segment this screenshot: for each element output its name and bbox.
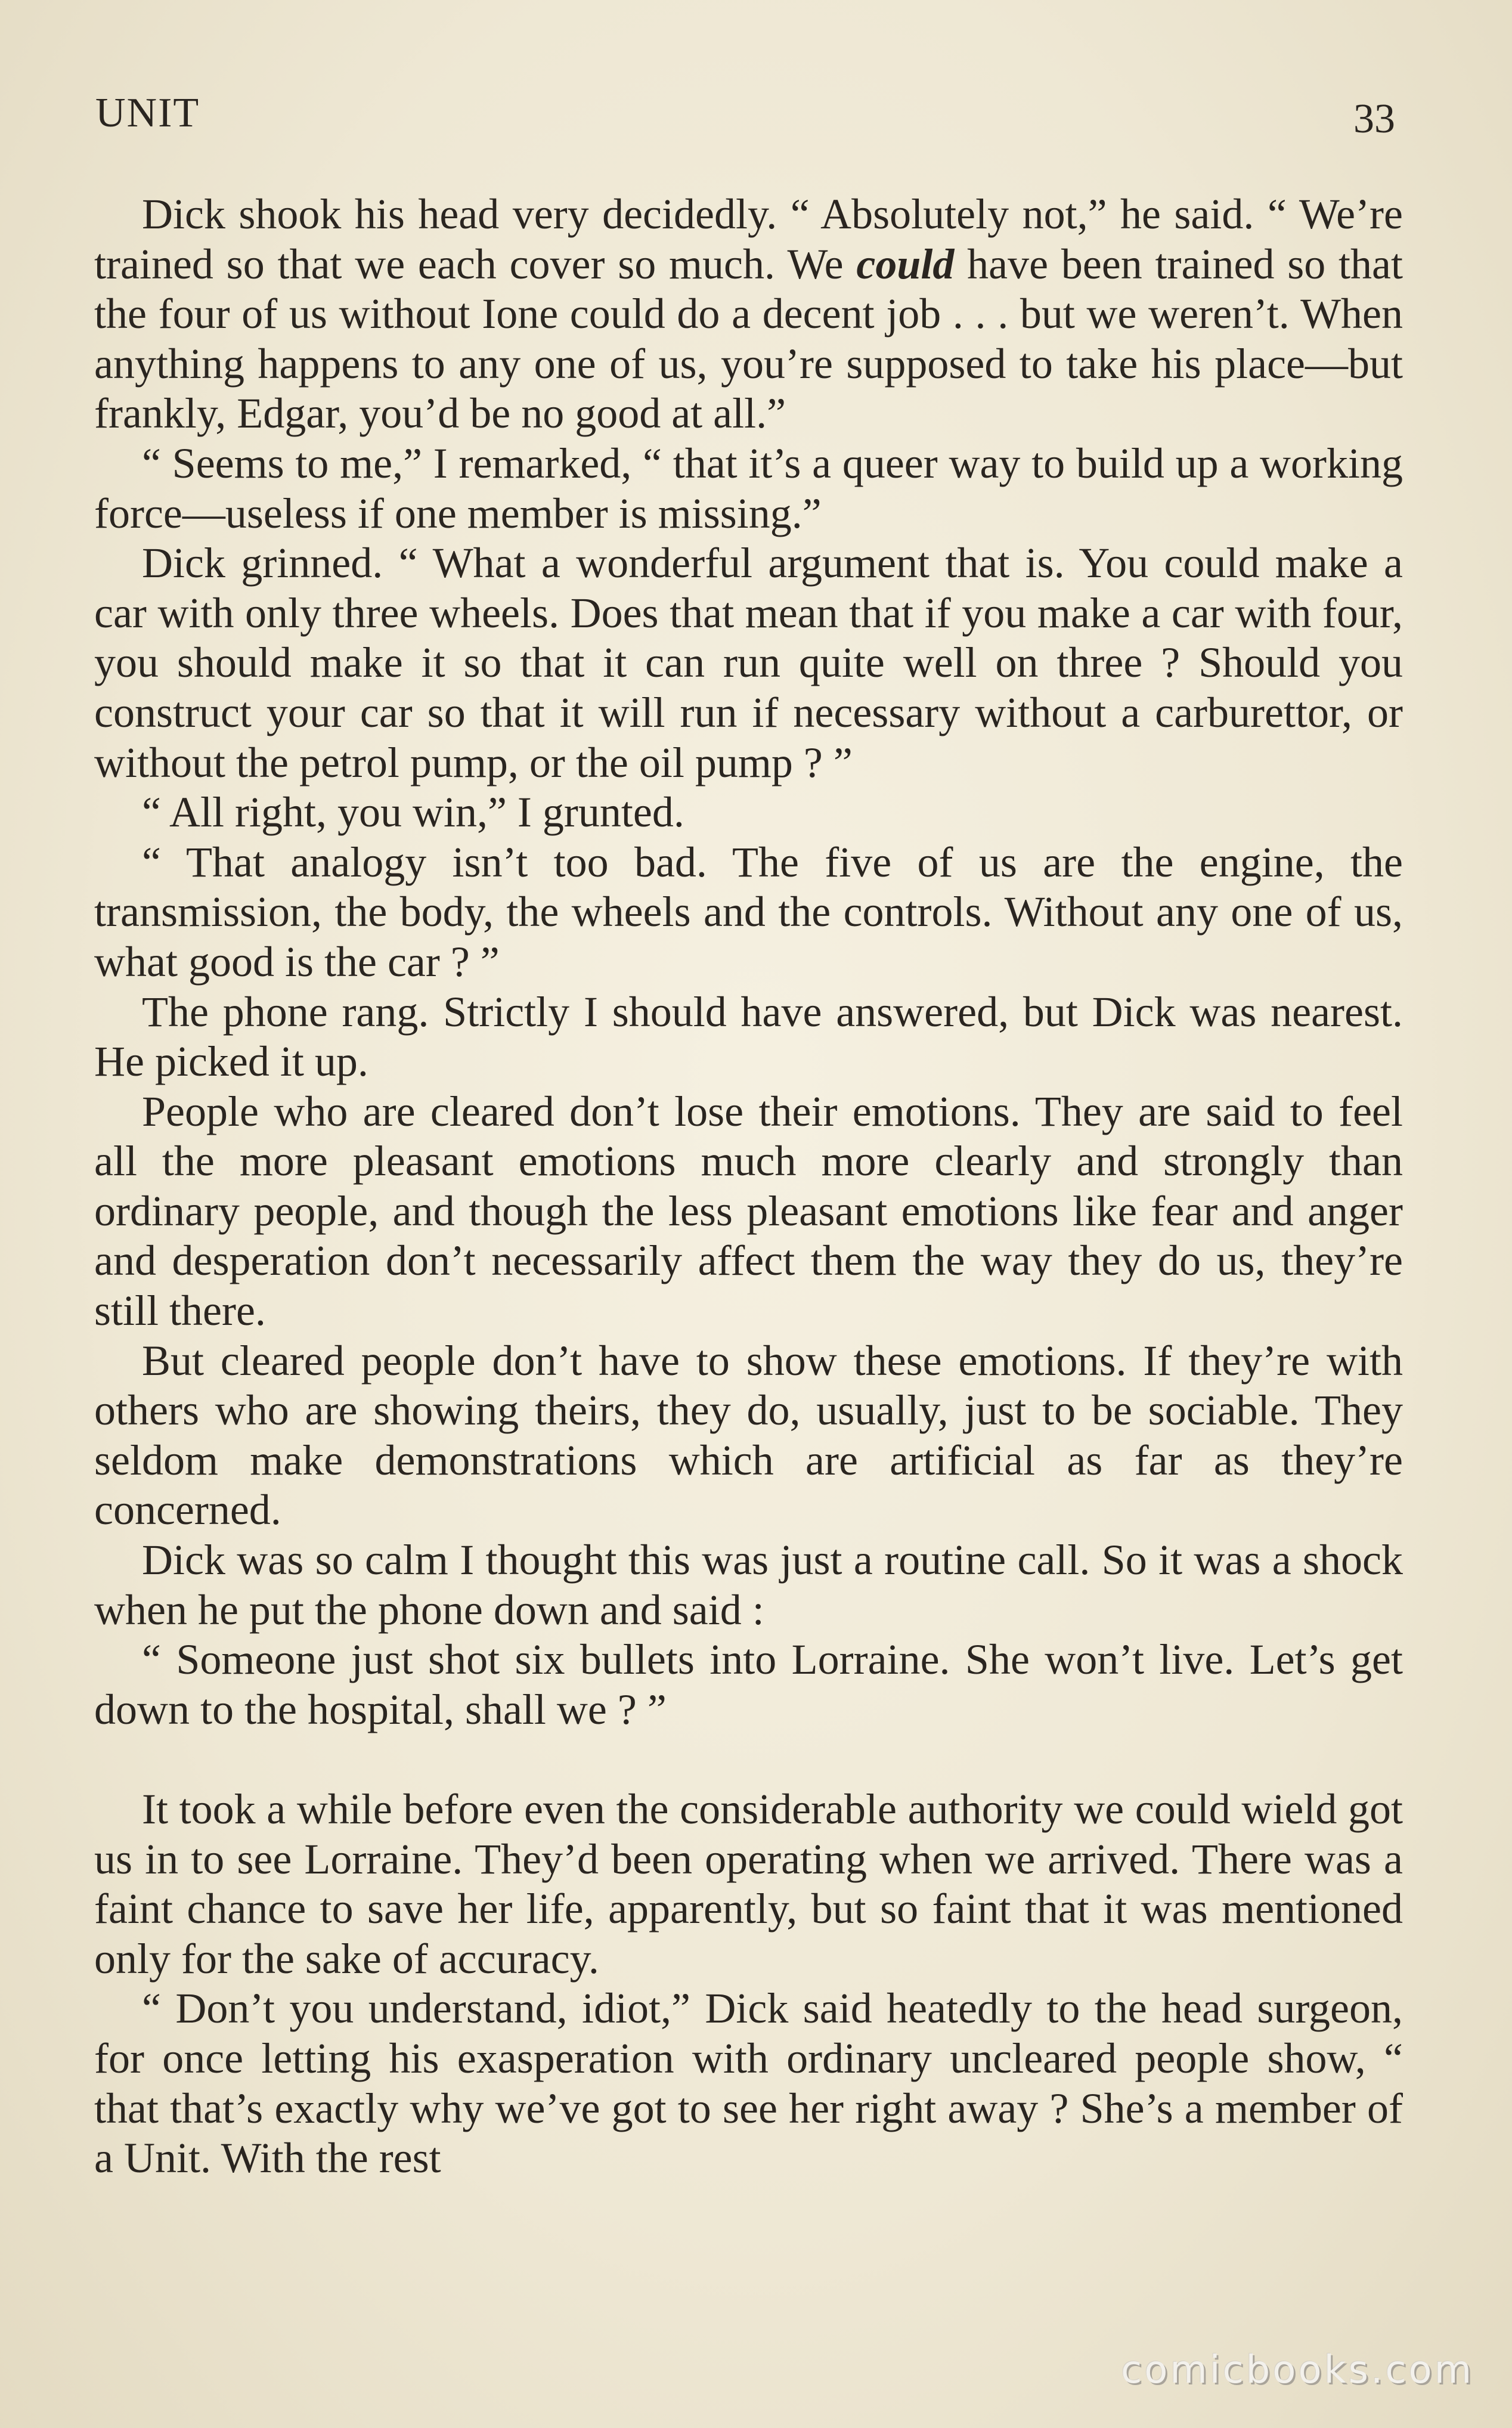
paragraph [94, 538, 1403, 788]
paragraph-text: “ Don’t you understand, idiot,” Dick said heatedly to the head surgeon, for once letting his exasperation with ordinary uncleared people show, “ that that’s exactly why we’ve got to see her right away ? She’s a member of a Unit. With the rest [94, 1984, 1403, 2182]
paragraph [94, 1635, 1403, 1735]
paragraph-text: But cleared people don’t have to show these emotions. If they’re with others who are showing theirs, they do, usually, just to be sociable. They seldom make demonstrations which are artificial as far as they’re concerned. [94, 1336, 1403, 1534]
emphasis-text: could [856, 240, 955, 288]
paragraph [94, 439, 1403, 538]
section-break [94, 1735, 1403, 1785]
paragraph-text: Dick shook his head very decidedly. “ Absolutely not,” he said. “ We’re trained so that we each cover so much. We [94, 190, 1403, 288]
paragraph-text: The phone rang. Strictly I should have answered, but Dick was nearest. He picked it up. [94, 987, 1403, 1086]
paragraph [94, 788, 1403, 838]
paragraph [94, 190, 1403, 439]
paragraph-text: People who are cleared don’t lose their emotions. They are said to feel all the more pleasant emotions much more clearly and strongly than ordinary people, and though the less pleasant emotions like fear and anger and desperation don’t necessarily affect them the way they do us, they’re still there. [94, 1087, 1403, 1335]
watermark: comicbooks.com [1121, 2348, 1474, 2392]
paragraph [94, 1984, 1403, 2183]
paragraph [94, 1336, 1403, 1535]
paragraph [94, 987, 1403, 1087]
paragraph-text: “ Someone just shot six bullets into Lorraine. She won’t live. Let’s get down to the hospital, shall we ? ” [94, 1636, 1403, 1733]
body-text [94, 190, 1403, 2184]
paragraph-text: “ Seems to me,” I remarked, “ that it’s a queer way to build up a working force—useless if one member is missing.” [94, 439, 1403, 537]
page-number: 33 [1353, 96, 1395, 142]
paragraph [94, 1087, 1403, 1336]
paragraph [94, 1535, 1403, 1635]
paragraph-text: have been trained so that the four of us without Ione could do a decent job . . . but we weren’t. When anything happens to any one of us, you’re supposed to take his place—but frankly, Edgar, you’d be no good at all.” [94, 240, 1403, 438]
paragraph-text: It took a while before even the considerable authority we could wield got us in to see Lorraine. They’d been operating when we arrived. There was a faint chance to save her life, apparently, but so faint that it was mentioned only for the sake of accuracy. [94, 1785, 1403, 1983]
paragraph-text: “ That analogy isn’t too bad. The five of us are the engine, the transmission, the body, the wheels and the controls. Without any one of us, what good is the car ? ” [94, 838, 1403, 986]
paragraph [94, 838, 1403, 987]
paragraph-text: “ All right, you win,” I grunted. [142, 788, 684, 837]
paragraph-text: Dick grinned. “ What a wonderful argument that is. You could make a car with only three wheels. Does that mean that if you make a car with four, you should make it so that it can run quite well on three ? Should you construct your car so that it will run if necessary without a carburettor, or without the petrol pump, or the oil pump ? ” [94, 539, 1403, 786]
running-title: UNIT [95, 90, 200, 136]
paragraph-text: Dick was so calm I thought this was just a routine call. So it was a shock when he put the phone down and said : [94, 1536, 1403, 1634]
paragraph [94, 1785, 1403, 1984]
